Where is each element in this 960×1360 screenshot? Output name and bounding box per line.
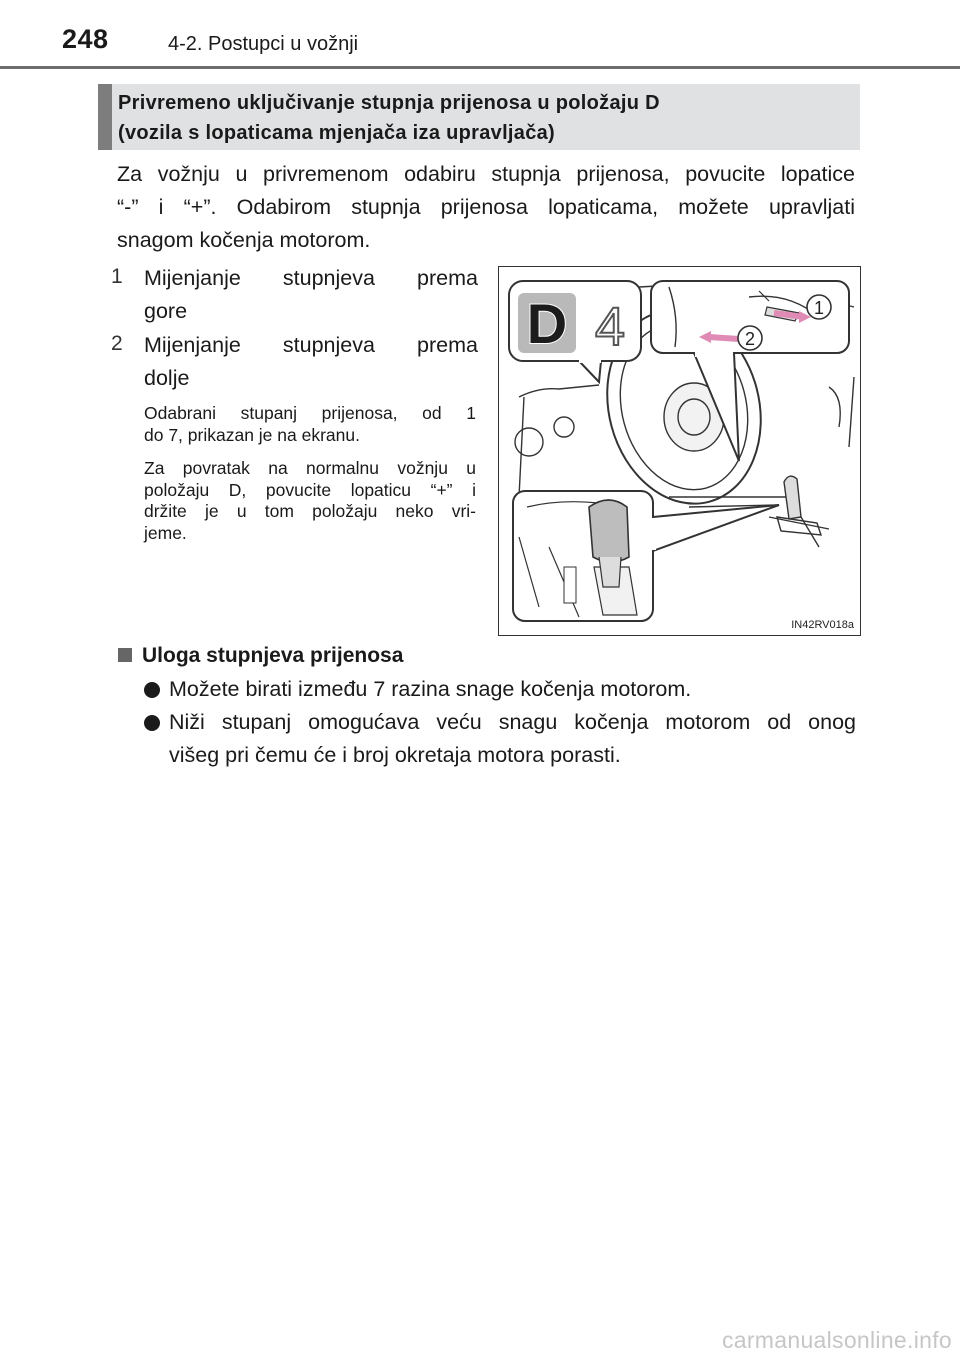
square-bullet-icon xyxy=(118,648,132,662)
bullet-item-1 xyxy=(144,673,856,706)
note-gear-display xyxy=(144,403,476,446)
bullet-1-line-1: Možete birati između 7 razina snage kočenja motorom. xyxy=(169,677,692,701)
display-digit: 4 xyxy=(594,297,626,357)
step-upshift-line-1: Mijenjanje stupnjeva prema xyxy=(144,266,478,290)
note-2-line-1: Za povratak na normalnu vožnju u xyxy=(144,458,476,478)
subsection-heading xyxy=(118,644,403,668)
section-title-line-1: Privremeno uključivanje stupnja prijenosa u položaju D xyxy=(118,92,660,114)
step-upshift xyxy=(144,262,478,328)
subsection-heading-text: Uloga stupnjeva prijenosa xyxy=(142,644,404,667)
bullet-2-text xyxy=(169,706,856,772)
bullet-2-line-1: Niži stupanj omogućava veću snagu kočenja motorom od onog xyxy=(169,710,856,734)
bullet-1-text xyxy=(169,673,856,706)
bullet-item-2 xyxy=(144,706,856,772)
header-divider xyxy=(0,66,960,69)
downshift-arrow xyxy=(709,337,739,339)
shifter-callout xyxy=(513,491,779,621)
bullet-dot-icon xyxy=(144,715,160,731)
note-2-line-3: držite je u tom položaju neko vri- xyxy=(144,501,476,521)
section-path: 4-2. Postupci u vožnji xyxy=(168,33,359,55)
step-marker-2: 2 xyxy=(111,332,123,355)
paddle-shift-illustration xyxy=(498,266,861,636)
image-code: IN42RV018a xyxy=(791,619,854,631)
cockpit-drawing xyxy=(499,267,862,637)
callout-2: 2 xyxy=(744,329,756,349)
bullet-2-line-2: višeg pri čemu će i broj okretaja motora porasti. xyxy=(169,743,621,767)
note-2-line-4: jeme. xyxy=(144,522,187,543)
page-number: 248 xyxy=(62,24,109,54)
intro-paragraph xyxy=(117,158,855,257)
note-1-line-2: do 7, prikazan je na ekranu. xyxy=(144,424,360,445)
intro-line-1: Za vožnju u privremenom odabiru stupnja prijenosa, povucite lopatice xyxy=(117,162,855,186)
section-title xyxy=(98,84,860,150)
section-title-line-2: (vozila s lopaticama mjenjača iza upravljača) xyxy=(118,122,556,144)
watermark: carmanualsonline.info xyxy=(721,1327,952,1353)
gear-display-callout xyxy=(509,281,641,382)
step-downshift-line-2: dolje xyxy=(144,366,190,390)
step-marker-1: 1 xyxy=(111,265,123,288)
step-downshift-line-1: Mijenjanje stupnjeva prema xyxy=(144,333,478,357)
callout-1: 1 xyxy=(813,298,825,318)
step-upshift-line-2: gore xyxy=(144,299,188,323)
intro-line-3: snagom kočenja motorom. xyxy=(117,228,371,252)
note-2-line-2: položaju D, povucite lopaticu “+” i xyxy=(144,479,476,500)
step-downshift xyxy=(144,329,478,395)
intro-line-2: “-” i “+”. Odabirom stupnja prijenosa lopaticama, možete upravljati xyxy=(117,195,855,219)
bullet-dot-icon xyxy=(144,682,160,698)
note-return-normal xyxy=(144,458,476,544)
note-1-line-1: Odabrani stupanj prijenosa, od 1 xyxy=(144,403,476,423)
display-letter: D xyxy=(526,292,568,355)
